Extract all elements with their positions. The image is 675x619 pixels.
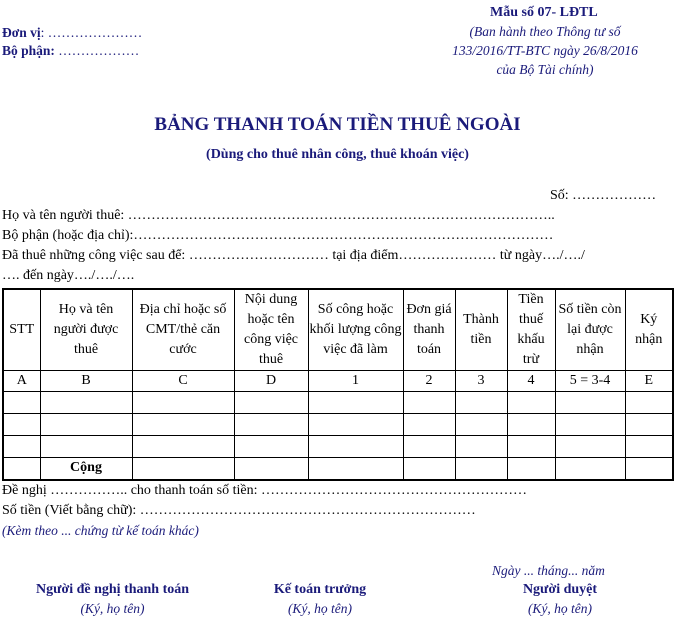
table-cell	[507, 392, 555, 414]
table-cell	[234, 414, 308, 436]
page-title: BẢNG THANH TOÁN TIỀN THUÊ NGOÀI	[154, 114, 521, 135]
table-cell	[403, 458, 455, 480]
issued-line-1: (Ban hành theo Thông tư số	[469, 24, 621, 39]
col-header-name: Họ và tên người được thuê	[40, 289, 132, 371]
table-cell	[3, 392, 40, 414]
table-cell	[40, 392, 132, 414]
table-cell	[308, 436, 403, 458]
table-cell	[234, 436, 308, 458]
table-row	[3, 392, 673, 414]
signer-note-accountant: (Ký, họ tên)	[287, 601, 353, 616]
code-cell: D	[234, 371, 308, 392]
code-cell: 4	[507, 371, 555, 392]
table-cell	[625, 458, 673, 480]
code-cell: E	[625, 371, 673, 392]
col-header-remaining: Số tiền còn lại được nhận	[555, 289, 625, 371]
dept-line	[2, 43, 139, 59]
code-cell: B	[40, 371, 132, 392]
unit-line	[2, 25, 142, 41]
table-cell	[507, 414, 555, 436]
code-cell: 3	[455, 371, 507, 392]
signer-title-approver: Người duyệt	[522, 582, 598, 597]
attached-docs-line: (Kèm theo ... chứng từ kế toán khác)	[2, 523, 199, 538]
signer-note-approver: (Ký, họ tên)	[527, 601, 593, 616]
table-cell	[625, 392, 673, 414]
table-cell	[40, 436, 132, 458]
table-cell	[234, 392, 308, 414]
signer-note-requester: (Ký, họ tên)	[80, 601, 145, 616]
table-cell	[308, 458, 403, 480]
code-cell: 1	[308, 371, 403, 392]
table-cell	[455, 414, 507, 436]
col-header-tax: Tiền thuế khấu trừ	[507, 289, 555, 371]
signer-title-requester: Người đề nghị thanh toán	[35, 582, 190, 597]
table-cell	[555, 436, 625, 458]
table-cell	[455, 458, 507, 480]
code-cell: 5 = 3-4	[555, 371, 625, 392]
table-cell	[403, 414, 455, 436]
unit-label: Đơn vị	[2, 25, 41, 40]
total-row	[3, 458, 673, 480]
table-cell	[3, 436, 40, 458]
table-cell	[132, 458, 234, 480]
work-line-2: …. đến ngày…./…./….	[2, 268, 135, 283]
code-cell: C	[132, 371, 234, 392]
propose-line: Đề nghị …………….. cho thanh toán số tiền: …………………………………………………	[2, 483, 527, 498]
col-header-amount: Thành tiền	[455, 289, 507, 371]
table-cell	[403, 436, 455, 458]
col-header-quantity: Số công hoặc khối lượng công việc đã làm	[308, 289, 403, 371]
col-header-stt: STT	[3, 289, 40, 371]
table-cell	[455, 392, 507, 414]
code-cell: A	[3, 371, 40, 392]
unit-value: : …………………	[40, 25, 143, 40]
date-line: Ngày ... tháng... năm	[492, 563, 605, 578]
code-row	[3, 371, 673, 392]
table-cell	[507, 458, 555, 480]
col-header-unit-price: Đơn giá thanh toán	[403, 289, 455, 371]
dept-label: Bộ phận:	[2, 43, 55, 58]
table-cell	[3, 414, 40, 436]
table-cell	[132, 392, 234, 414]
table-cell	[625, 436, 673, 458]
work-line-1: Đã thuê những công việc sau để: ………………………… tại địa điểm………………… từ ngày…./…./	[2, 248, 585, 263]
table-cell	[308, 414, 403, 436]
dept-value: ………………	[54, 43, 140, 58]
table-cell	[308, 392, 403, 414]
table-cell	[132, 414, 234, 436]
table-cell	[132, 436, 234, 458]
issued-line-3: của Bộ Tài chính)	[496, 62, 594, 77]
form-code: Mẫu số 07- LĐTL	[490, 5, 598, 20]
table-cell	[234, 458, 308, 480]
table-cell	[403, 392, 455, 414]
table-cell	[3, 458, 40, 480]
table-row	[3, 414, 673, 436]
issued-line-2: 133/2016/TT-BTC ngày 26/8/2016	[452, 43, 638, 58]
document-number: Số: ………………	[550, 188, 657, 203]
col-header-work: Nội dung hoặc tên công việc thuê	[234, 289, 308, 371]
table-cell	[625, 414, 673, 436]
table-row	[3, 436, 673, 458]
table-cell	[555, 458, 625, 480]
amount-words-line: Số tiền (Viết bằng chữ): ………………………………………………………………	[2, 503, 476, 518]
payment-table	[2, 288, 674, 481]
table-cell	[555, 414, 625, 436]
table-cell	[555, 392, 625, 414]
col-header-signature: Ký nhận	[625, 289, 673, 371]
header-row	[3, 289, 673, 371]
table-cell	[507, 436, 555, 458]
table-cell	[455, 436, 507, 458]
page-subtitle: (Dùng cho thuê nhân công, thuê khoán việc)	[206, 147, 469, 162]
renter-name-line: Họ và tên người thuê: ………………………………………………………………………………..	[2, 208, 555, 223]
table-cell	[40, 414, 132, 436]
renter-dept-line: Bộ phận (hoặc địa chỉ):………………………………………………………………………………	[2, 228, 554, 243]
code-cell: 2	[403, 371, 455, 392]
signer-title-accountant: Kế toán trưởng	[273, 582, 367, 597]
col-header-address: Địa chỉ hoặc số CMT/thẻ căn cước	[132, 289, 234, 371]
total-label: Cộng	[40, 458, 132, 480]
